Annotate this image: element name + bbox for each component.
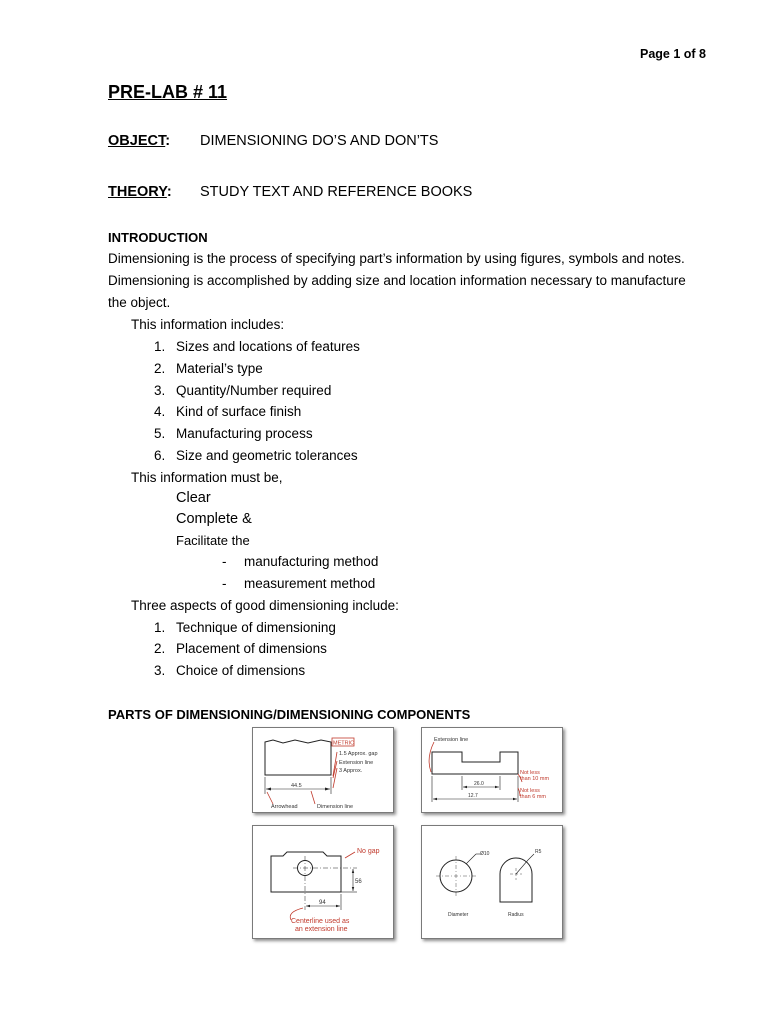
- extension-line-label: Extension line: [434, 737, 469, 743]
- list-item: [154, 404, 301, 419]
- list-item: [154, 663, 305, 678]
- list-item: [154, 426, 313, 441]
- dimension-value: 26.0: [474, 781, 484, 787]
- list-item: [154, 620, 336, 635]
- figure-centerline-extension-drawing: [253, 826, 393, 938]
- list-text: Material’s type: [176, 361, 263, 376]
- dash: -: [222, 554, 227, 569]
- object-row: [108, 133, 170, 149]
- list-text: Sizes and locations of features: [176, 339, 360, 354]
- list-number: 3.: [154, 383, 166, 398]
- intro-line-1: Dimensioning is the process of specifying part’s information by using figures, symbols and notes.: [108, 251, 685, 266]
- diameter-callout: Ø10: [480, 851, 490, 857]
- gap-label: 1.5 Approx. gap: [339, 751, 378, 757]
- dimension-value: 12.7: [468, 793, 478, 799]
- dimension-value: 94: [319, 900, 326, 906]
- dash: -: [222, 576, 227, 591]
- not-less-6-label: Not less: [520, 788, 540, 794]
- must-be-lead: This information must be,: [131, 470, 283, 485]
- theory-row: [108, 184, 172, 200]
- list-text: Choice of dimensions: [176, 663, 306, 678]
- must-be-clear: Clear: [176, 490, 211, 506]
- not-less-6-label: than 6 mm: [520, 794, 546, 800]
- list-item: [222, 576, 375, 591]
- must-be-complete: Complete &: [176, 511, 252, 527]
- list-number: 5.: [154, 426, 166, 441]
- figure-extension-lines-drawing: [422, 728, 562, 812]
- object-colon: :: [165, 133, 171, 149]
- object-label: OBJECT: [108, 133, 166, 149]
- list-item: [154, 339, 360, 354]
- theory-label: THEORY: [108, 184, 167, 200]
- theory-colon: :: [166, 184, 172, 200]
- list-text: Size and geometric tolerances: [176, 448, 358, 463]
- figure-diameter-radius-drawing: [422, 826, 562, 938]
- extension-line-label: Extension line: [339, 760, 374, 766]
- includes-lead: This information includes:: [131, 317, 285, 332]
- dimension-value: 56: [355, 879, 362, 885]
- figure-dimension-parts-drawing: [253, 728, 393, 812]
- list-item: [154, 448, 358, 463]
- intro-line-2: Dimensioning is accomplished by adding size and location information necessary to manufacture: [108, 273, 686, 288]
- list-text: manufacturing method: [244, 554, 379, 569]
- radius-label: Radius: [508, 912, 524, 918]
- object-value: DIMENSIONING DO’S AND DON’TS: [200, 133, 439, 149]
- list-text: measurement method: [244, 576, 376, 591]
- intro-line-3: the object.: [108, 295, 171, 310]
- figure-dimension-parts: [252, 727, 394, 813]
- page-title: PRE-LAB # 11: [108, 82, 228, 102]
- figure-diameter-radius: [421, 825, 563, 939]
- list-number: 6.: [154, 448, 166, 463]
- list-number: 2.: [154, 361, 166, 376]
- list-number: 3.: [154, 663, 166, 678]
- diameter-label: Diameter: [448, 912, 469, 918]
- radius-callout: R5: [535, 849, 542, 855]
- list-text: Quantity/Number required: [176, 383, 332, 398]
- list-item: [222, 554, 378, 569]
- list-number: 1.: [154, 620, 166, 635]
- list-number: 1.: [154, 339, 166, 354]
- aspects-lead: Three aspects of good dimensioning include:: [131, 598, 399, 613]
- facilitate-lead: Facilitate the: [176, 533, 250, 548]
- list-text: Manufacturing process: [176, 426, 313, 441]
- list-text: Placement of dimensions: [176, 641, 327, 656]
- page-number: Page 1 of 8: [640, 47, 706, 61]
- list-item: [154, 361, 263, 376]
- not-less-10-label: than 10 mm: [520, 776, 550, 782]
- dimension-line-label: Dimension line: [317, 804, 354, 810]
- theory-value: STUDY TEXT AND REFERENCE BOOKS: [200, 184, 473, 200]
- list-item: [154, 383, 331, 398]
- list-text: Technique of dimensioning: [176, 620, 336, 635]
- list-number: 2.: [154, 641, 166, 656]
- figure-extension-lines: [421, 727, 563, 813]
- list-text: Kind of surface finish: [176, 404, 302, 419]
- no-gap-label: No gap: [357, 848, 380, 855]
- introduction-heading: INTRODUCTION: [108, 230, 208, 245]
- list-item: [154, 641, 327, 656]
- approx-label: 3 Approx.: [339, 768, 363, 774]
- parts-heading: PARTS OF DIMENSIONING/DIMENSIONING COMPONENTS: [108, 707, 471, 722]
- not-less-10-label: Not less: [520, 770, 540, 776]
- centerline-label: Centerline used as: [291, 918, 350, 925]
- list-number: 4.: [154, 404, 166, 419]
- arrowhead-label: Arrowhead: [271, 804, 298, 810]
- dimension-value: 44.5: [291, 783, 302, 789]
- centerline-label: an extension line: [295, 926, 348, 933]
- figure-centerline-extension: [252, 825, 394, 939]
- metric-label: METRIC: [333, 740, 355, 747]
